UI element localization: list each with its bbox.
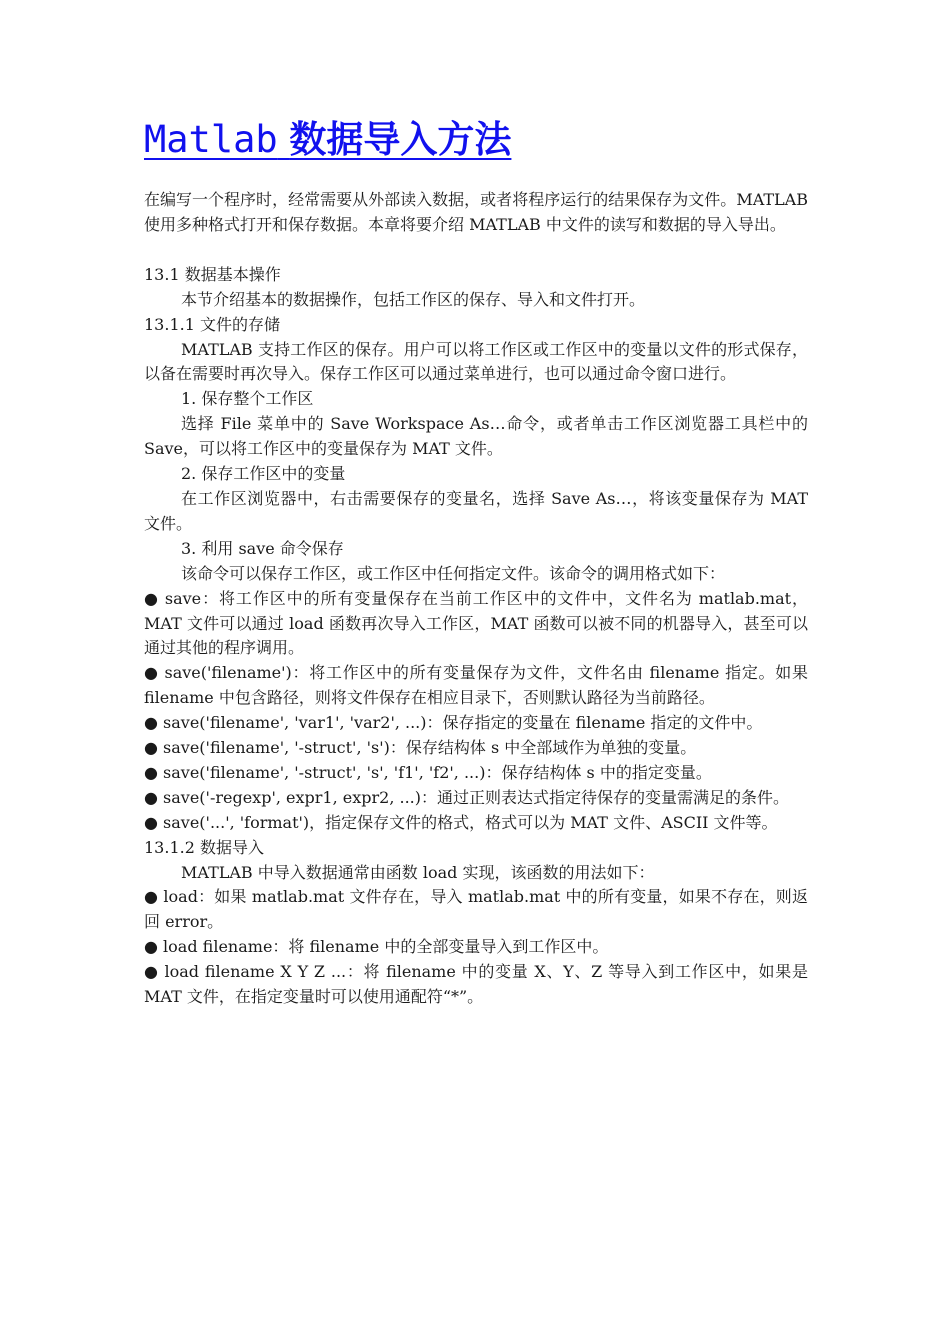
save-bullet: ● save('filename', '-struct', 's')：保存结构体 s 中全部域作为单独的变量。 bbox=[144, 738, 697, 758]
load-bullet: ● load filename：将 filename 中的全部变量导入到工作区中。 bbox=[144, 937, 609, 957]
intro-paragraph: 在编写一个程序时，经常需要从外部读入数据，或者将程序运行的结果保存为文件。MATLAB 使用多种格式打开和保存数据。本章将要介绍 MATLAB 中文件的读写和数据的导入导出。 bbox=[144, 190, 808, 234]
document-title-link[interactable] bbox=[144, 112, 511, 168]
section-13-1-2-heading: 13.1.2 数据导入 bbox=[144, 837, 264, 857]
title-cjk: 数据导入方法 bbox=[289, 118, 512, 161]
section-13-1-1-heading: 13.1.1 文件的存储 bbox=[144, 314, 280, 334]
save-bullet: ● save('filename', '-struct', 's', 'f1', 'f2', ...)：保存结构体 s 中的指定变量。 bbox=[144, 762, 712, 782]
section-13-1-1-description: MATLAB 支持工作区的保存。用户可以将工作区或工作区中的变量以文件的形式保存，以备在需要时再次导入。保存工作区可以通过菜单进行，也可以通过命令窗口进行。 bbox=[144, 339, 808, 384]
save-bullet: ● save('...', 'format')，指定保存文件的格式，格式可以为 MAT 文件、ASCII 文件等。 bbox=[144, 812, 778, 832]
save-bullet: ● save('filename', 'var1', 'var2', ...)：保存指定的变量在 filename 指定的文件中。 bbox=[144, 713, 763, 733]
save-bullet: ● save：将工作区中的所有变量保存在当前工作区中的文件中，文件名为 matlab.mat，MAT 文件可以通过 load 函数再次导入工作区，MAT 函数可以被不同的机器导入，甚至可以通过其他的程序调用。 bbox=[144, 588, 808, 658]
section-13-1-heading: 13.1 数据基本操作 bbox=[144, 264, 281, 284]
section-13-1-description: 本节介绍基本的数据操作，包括工作区的保存、导入和文件打开。 bbox=[181, 289, 646, 309]
load-bullet: ● load filename X Y Z ...：将 filename 中的变量 X、Y、Z 等导入到工作区中，如果是 MAT 文件，在指定变量时可以使用通配符“*”。 bbox=[144, 962, 808, 1007]
item-3-description: 该命令可以保存工作区，或工作区中任何指定文件。该命令的调用格式如下： bbox=[181, 563, 726, 583]
section-13-1-2-description: MATLAB 中导入数据通常由函数 load 实现，该函数的用法如下： bbox=[181, 862, 655, 882]
item-2-description: 在工作区浏览器中，右击需要保存的变量名，选择 Save As…，将该变量保存为 MAT 文件。 bbox=[144, 488, 808, 533]
item-1-heading: 1. 保存整个工作区 bbox=[181, 389, 314, 409]
item-2-heading: 2. 保存工作区中的变量 bbox=[181, 464, 346, 484]
load-bullet: ● load：如果 matlab.mat 文件存在，导入 matlab.mat 中的所有变量，如果不存在，则返回 error。 bbox=[144, 887, 808, 932]
save-bullet: ● save('filename')：将工作区中的所有变量保存为文件，文件名由 filename 指定。如果 filename 中包含路径，则将文件保存在相应目录下，否则默认路径为当前路径。 bbox=[144, 663, 808, 708]
item-3-heading: 3. 利用 save 命令保存 bbox=[181, 538, 344, 558]
document-page bbox=[144, 112, 808, 1010]
save-bullet: ● save('-regexp', expr1, expr2, ...)：通过正则表达式指定待保存的变量需满足的条件。 bbox=[144, 787, 789, 807]
title-latin: Matlab bbox=[144, 118, 278, 161]
spacer bbox=[144, 238, 808, 263]
item-1-description: 选择 File 菜单中的 Save Workspace As…命令，或者单击工作区浏览器工具栏中的 Save，可以将工作区中的变量保存为 MAT 文件。 bbox=[144, 414, 808, 459]
